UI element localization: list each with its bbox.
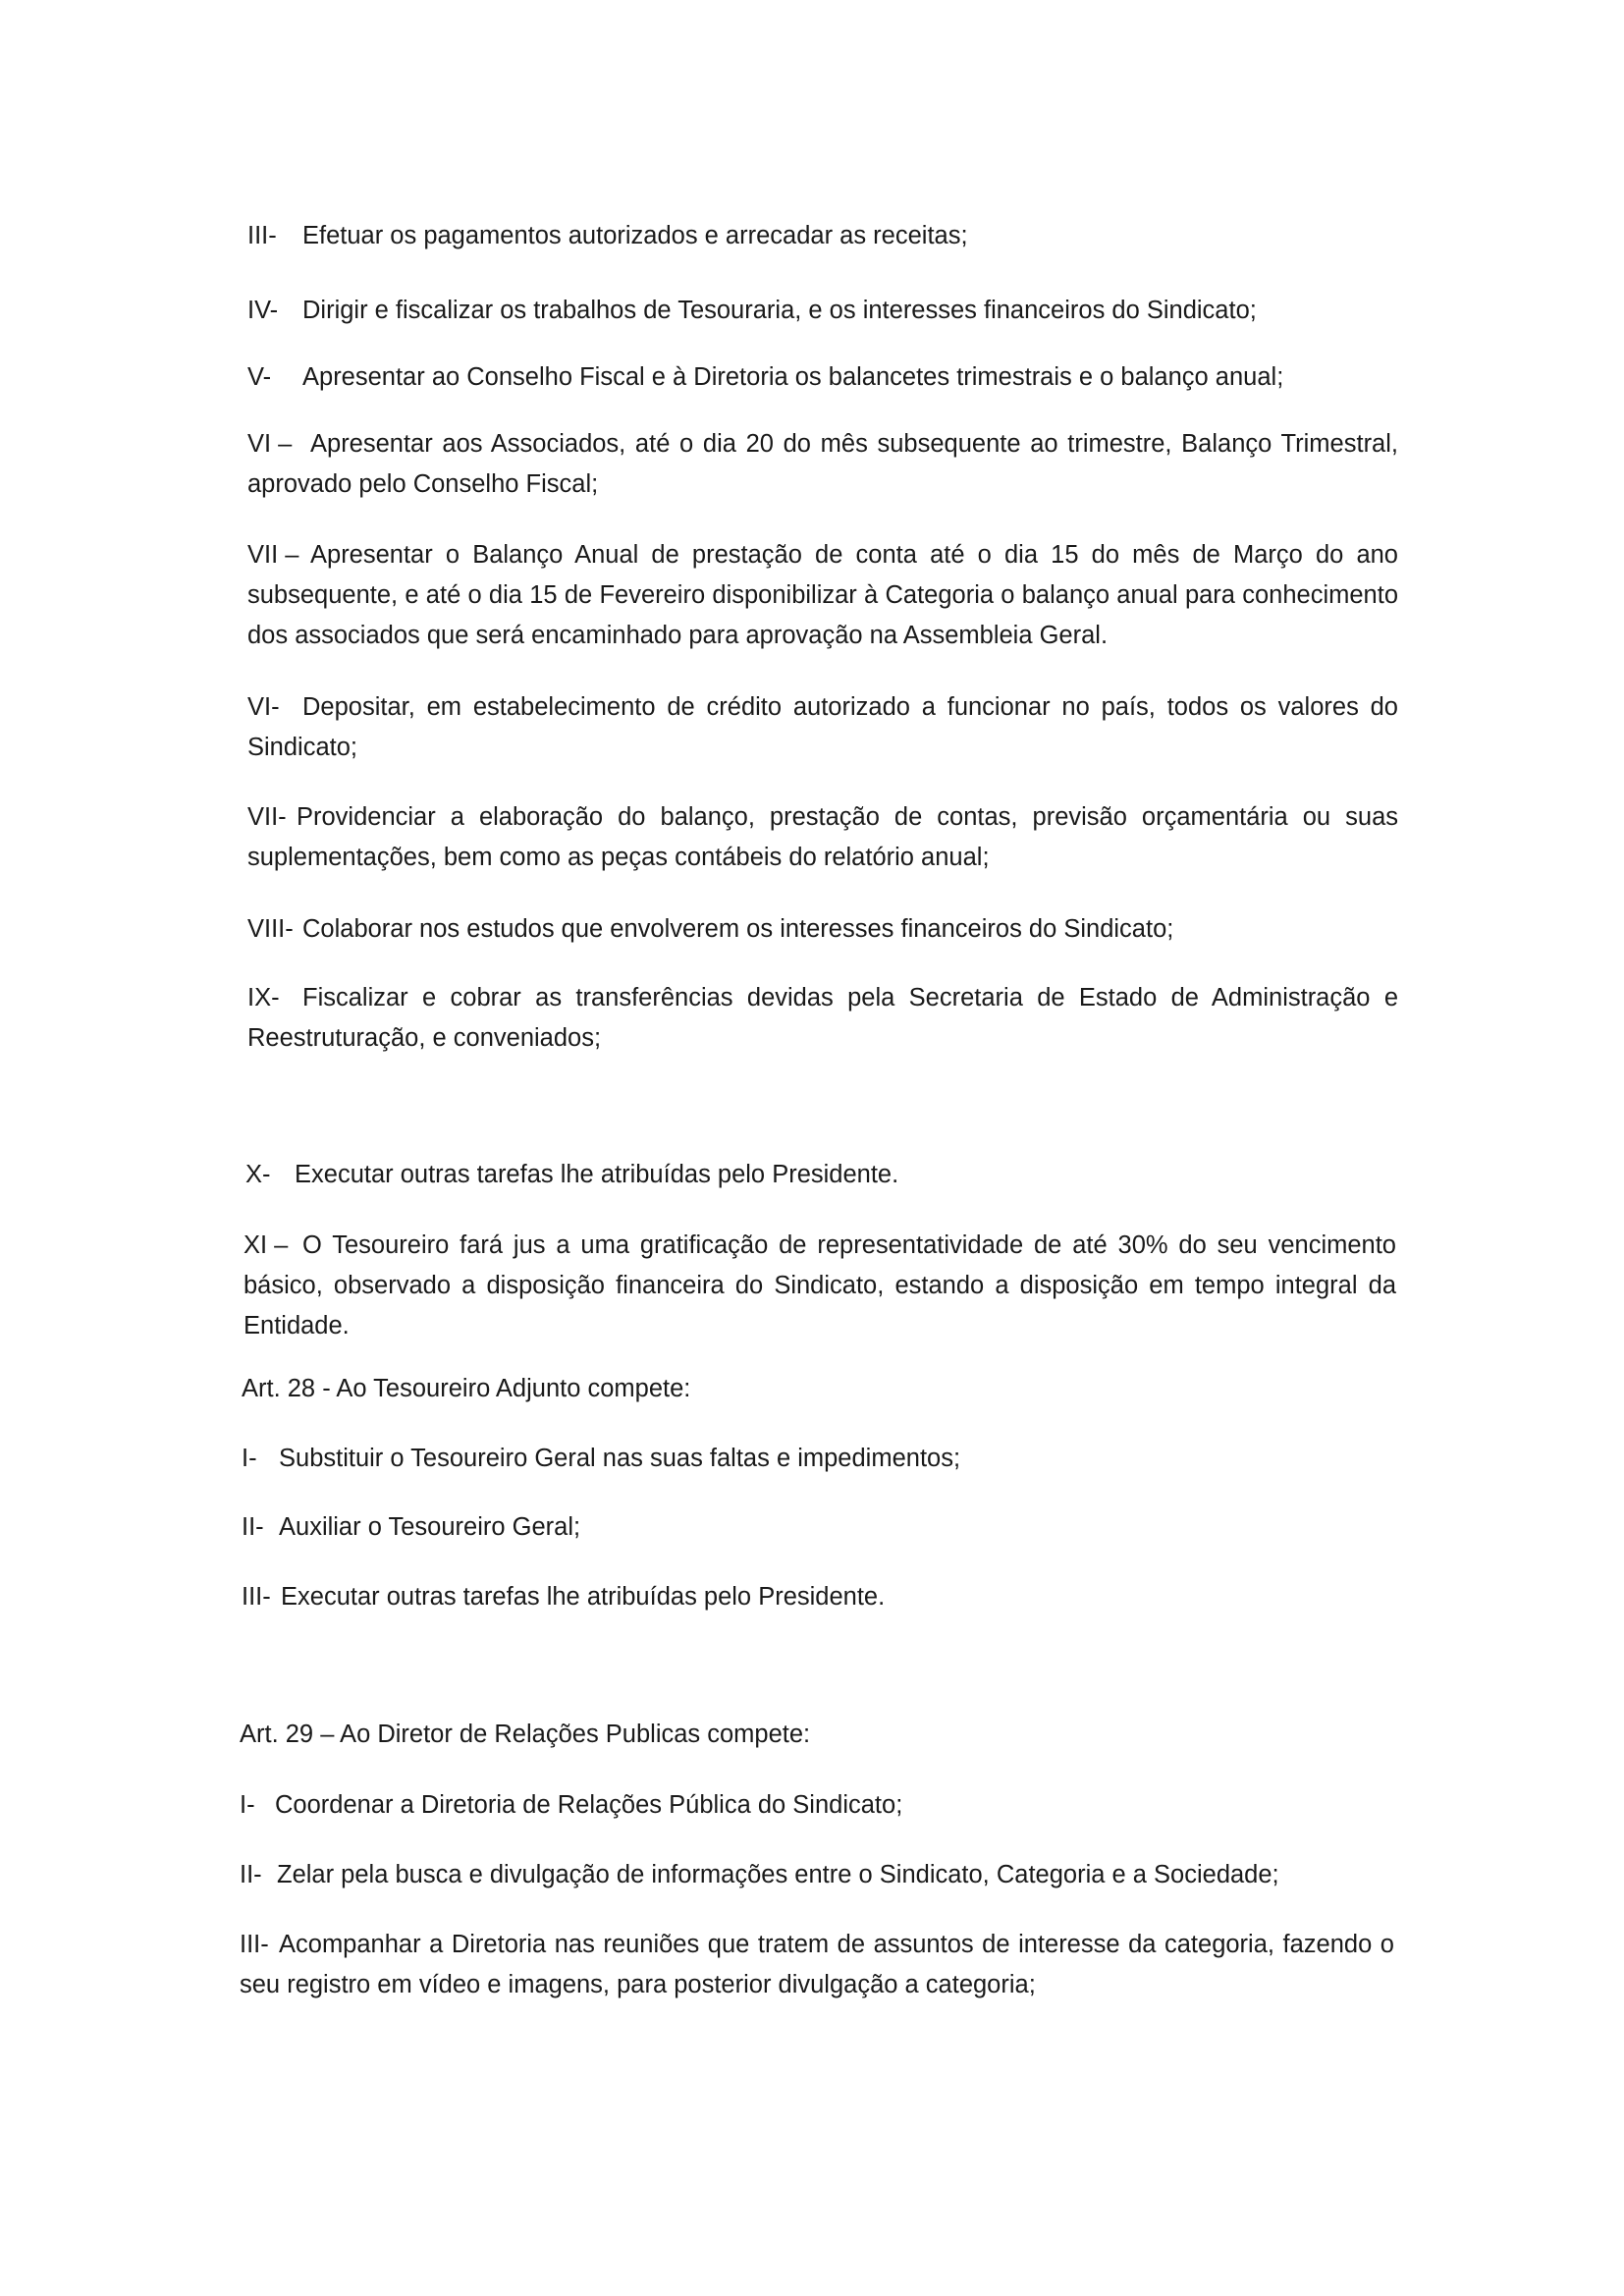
- paragraph-text: Art. 29 – Ao Diretor de Relações Publicas compete:: [240, 1721, 811, 1748]
- item-number: VII –: [247, 541, 299, 569]
- paragraph-text: Substituir o Tesoureiro Geral nas suas faltas e impedimentos;: [279, 1445, 961, 1472]
- item-number: II-: [242, 1513, 264, 1541]
- paragraph-iii-pagamentos: [247, 216, 1398, 256]
- paragraph-text: Colaborar nos estudos que envolverem os interesses financeiros do Sindicato;: [302, 915, 1174, 943]
- item-number: VI –: [247, 430, 293, 458]
- paragraph-vii-providenciar: [247, 797, 1398, 878]
- paragraph-text: Apresentar ao Conselho Fiscal e à Diretoria os balancetes trimestrais e o balanço anual;: [302, 363, 1284, 391]
- paragraph-vi-associados: [247, 424, 1398, 505]
- item-number: VII-: [247, 803, 287, 831]
- paragraph-x-executar: [245, 1155, 1396, 1195]
- paragraph-vi-depositar: [247, 687, 1398, 768]
- paragraph-i-coordenar: [240, 1785, 1392, 1826]
- item-number: III-: [240, 1931, 269, 1958]
- paragraph-text: Fiscalizar e cobrar as transferências devidas pela Secretaria de Estado de Administração e Reestruturação, e conveniados;: [247, 984, 1398, 1052]
- item-number: IX-: [247, 984, 280, 1011]
- paragraph-ix-fiscalizar: [247, 978, 1398, 1059]
- paragraph-text: Apresentar o Balanço Anual de prestação de conta até o dia 15 do mês de Março do ano subsequente, e até o dia 15 de Fevereiro disponibilizar à Categoria o balanço anual para conhecimento dos associados que será encaminhado para aprovação na Assembleia Geral.: [247, 541, 1398, 649]
- item-number: IV-: [247, 297, 279, 324]
- paragraph-text: Depositar, em estabelecimento de crédito autorizado a funcionar no país, todos os valores do Sindicato;: [247, 693, 1398, 761]
- paragraph-text: Coordenar a Diretoria de Relações Pública do Sindicato;: [275, 1791, 903, 1819]
- paragraph-ii-auxiliar: [242, 1507, 1394, 1548]
- paragraph-ii-zelar: [240, 1855, 1394, 1895]
- paragraph-text: Executar outras tarefas lhe atribuídas pelo Presidente.: [281, 1583, 886, 1611]
- item-number: I-: [242, 1445, 257, 1472]
- item-number: V-: [247, 363, 272, 391]
- paragraph-text: Zelar pela busca e divulgação de informações entre o Sindicato, Categoria e a Sociedade;: [277, 1861, 1279, 1888]
- article-29-heading: [240, 1715, 1392, 1755]
- item-number: III-: [247, 222, 277, 249]
- paragraph-text: Acompanhar a Diretoria nas reuniões que tratem de assuntos de interesse da categoria, fazendo o seu registro em vídeo e imagens, para posterior divulgação a categoria;: [240, 1931, 1394, 1998]
- paragraph-text: Providenciar a elaboração do balanço, prestação de contas, previsão orçamentária ou suas suplementações, bem como as peças contábeis do relatório anual;: [247, 803, 1398, 871]
- paragraph-text: Executar outras tarefas lhe atribuídas pelo Presidente.: [295, 1161, 899, 1188]
- paragraph-iii-acompanhar: [240, 1925, 1394, 2005]
- item-number: II-: [240, 1861, 262, 1888]
- paragraph-i-substituir: [242, 1439, 1394, 1479]
- paragraph-iii-executar: [242, 1577, 1394, 1617]
- paragraph-text: Dirigir e fiscalizar os trabalhos de Tesouraria, e os interesses financeiros do Sindicato;: [302, 297, 1257, 324]
- item-number: III-: [242, 1583, 271, 1611]
- paragraph-text: Auxiliar o Tesoureiro Geral;: [279, 1513, 581, 1541]
- item-number: I-: [240, 1791, 255, 1819]
- item-number: VIII-: [247, 915, 294, 943]
- paragraph-viii-colaborar: [247, 909, 1398, 950]
- paragraph-xi-gratificacao: [244, 1226, 1396, 1346]
- item-number: X-: [245, 1161, 271, 1188]
- paragraph-iv-tesouraria: [247, 291, 1398, 331]
- item-number: XI –: [244, 1231, 289, 1259]
- item-number: VI-: [247, 693, 280, 721]
- paragraph-vii-balanco-anual: [247, 535, 1398, 656]
- paragraph-text: Apresentar aos Associados, até o dia 20 do mês subsequente ao trimestre, Balanço Trimestral, aprovado pelo Conselho Fiscal;: [247, 430, 1398, 498]
- article-28-heading: [242, 1369, 1394, 1409]
- paragraph-v-balancetes: [247, 357, 1398, 398]
- paragraph-text: O Tesoureiro fará jus a uma gratificação de representatividade de até 30% do seu vencimento básico, observado a disposição financeira do Sindicato, estando a disposição em tempo integral da Entidade.: [244, 1231, 1396, 1339]
- paragraph-text: Efetuar os pagamentos autorizados e arrecadar as receitas;: [302, 222, 968, 249]
- paragraph-text: Art. 28 - Ao Tesoureiro Adjunto compete:: [242, 1375, 691, 1402]
